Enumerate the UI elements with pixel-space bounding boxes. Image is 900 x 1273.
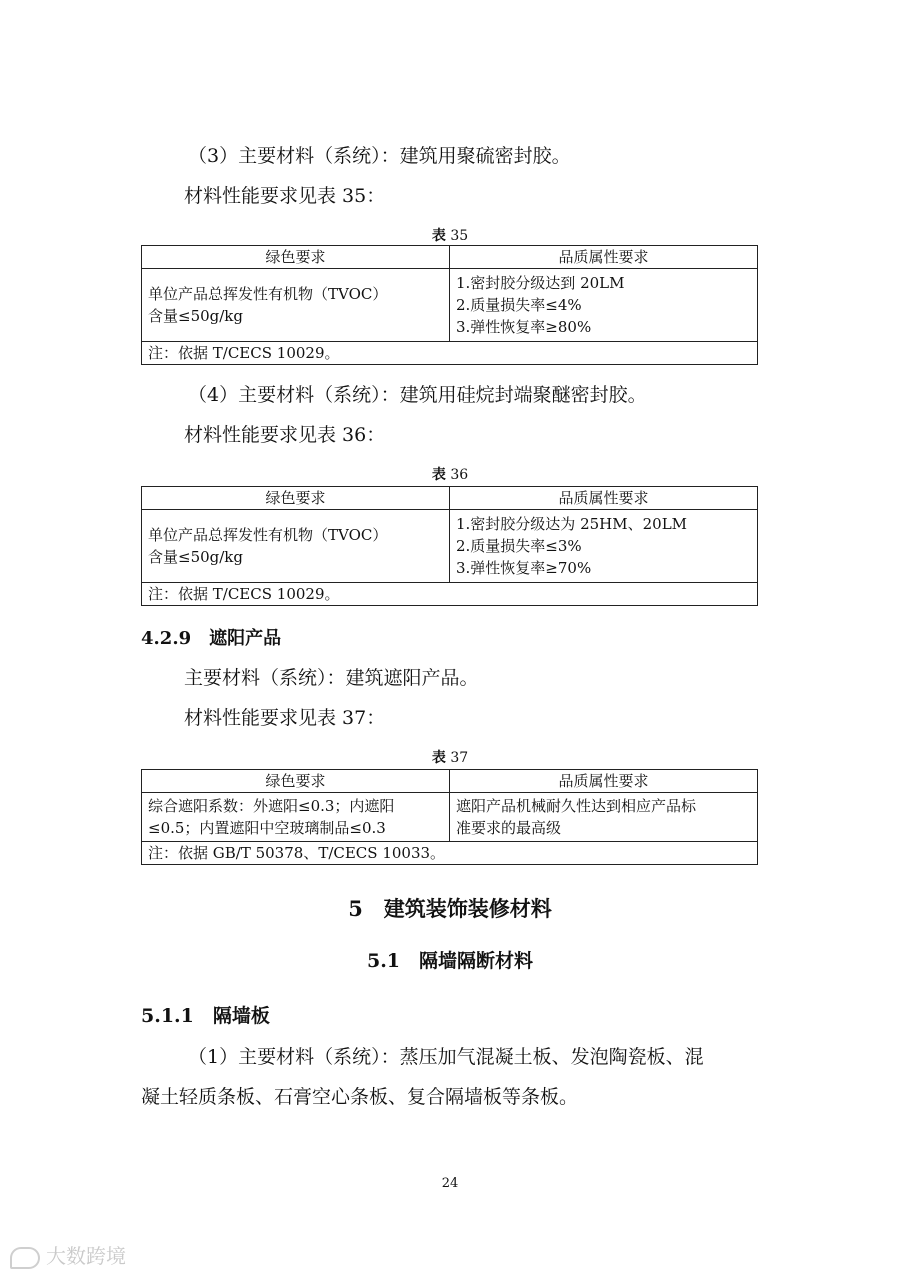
watermark [10,1240,126,1269]
table-36 [141,486,758,606]
cell-line: 3.弹性恢复率≥80% [456,318,592,336]
table-number: 37 [450,750,469,766]
table-37 [141,769,758,865]
table-row [142,793,758,842]
chapter-heading-5: 5 建筑装饰装修材料 [348,896,552,921]
paragraph-ref-35: 材料性能要求见表 35： [184,185,386,207]
table-header-row [142,246,758,269]
column-header-green: 绿色要求 [142,487,450,510]
paragraph-ref-37: 材料性能要求见表 37： [184,707,386,729]
cell-line: 1.密封胶分级达到 20LM [456,274,625,292]
paragraph-material-4: （4）主要材料（系统）：建筑用硅烷封端聚醚密封胶。 [188,384,647,406]
cell-line: 单位产品总挥发性有机物（TVOC） [148,526,388,544]
green-requirement-cell [142,793,450,842]
cell-line: 准要求的最高级 [456,819,562,837]
table-header-row [142,487,758,510]
paragraph-material-5-1-1-line2: 凝土轻质条板、石膏空心条板、复合隔墙板等条板。 [141,1086,579,1108]
table-36-caption [0,464,900,484]
quality-requirement-cell [450,510,758,583]
table-label: 表 [431,750,446,766]
quality-requirement-cell [450,793,758,842]
column-header-quality: 品质属性要求 [450,770,758,793]
cell-line: 综合遮阳系数：外遮阳≤0.3；内遮阳 [148,797,395,815]
column-header-quality: 品质属性要求 [450,246,758,269]
table-row [142,510,758,583]
watermark-logo-icon [10,1247,40,1269]
section-heading-5-1: 5.1 隔墙隔断材料 [366,950,534,972]
table-note: 注：依据 T/CECS 10029。 [142,342,758,365]
table-number: 35 [450,228,469,244]
green-requirement-cell [142,510,450,583]
watermark-text: 大数跨境 [46,1244,126,1268]
table-35-caption [0,225,900,245]
table-37-caption [0,747,900,767]
cell-line: 含量≤50g/kg [148,548,244,566]
column-header-quality: 品质属性要求 [450,487,758,510]
quality-requirement-cell [450,269,758,342]
cell-line: 2.质量损失率≤3% [456,537,582,555]
paragraph-material-3: （3）主要材料（系统）：建筑用聚硫密封胶。 [188,145,571,167]
cell-line: ≤0.5；内置遮阳中空玻璃制品≤0.3 [148,819,386,837]
section-heading-5-1-1: 5.1.1 隔墙板 [141,1005,270,1027]
column-header-green: 绿色要求 [142,246,450,269]
paragraph-ref-36: 材料性能要求见表 36： [184,424,386,446]
table-label: 表 [431,467,446,483]
table-note-row [142,842,758,865]
table-note: 注：依据 T/CECS 10029。 [142,583,758,606]
table-35 [141,245,758,365]
table-label: 表 [431,228,446,244]
table-note-row [142,583,758,606]
cell-line: 1.密封胶分级达为 25HM、20LM [456,515,688,533]
cell-line: 遮阳产品机械耐久性达到相应产品标 [456,797,697,815]
cell-line: 单位产品总挥发性有机物（TVOC） [148,285,388,303]
column-header-green: 绿色要求 [142,770,450,793]
table-note-row [142,342,758,365]
table-number: 36 [450,467,469,483]
table-header-row [142,770,758,793]
cell-line: 含量≤50g/kg [148,307,244,325]
page-number: 24 [441,1176,459,1191]
green-requirement-cell [142,269,450,342]
paragraph-material-5-1-1-line1: （1）主要材料（系统）：蒸压加气混凝土板、发泡陶瓷板、混 [188,1046,704,1068]
cell-line: 2.质量损失率≤4% [456,296,582,314]
cell-line: 3.弹性恢复率≥70% [456,559,592,577]
table-row [142,269,758,342]
paragraph-material-shading: 主要材料（系统）：建筑遮阳产品。 [184,667,479,689]
table-note: 注：依据 GB/T 50378、T/CECS 10033。 [142,842,758,865]
section-heading-4-2-9: 4.2.9 遮阳产品 [141,628,282,649]
